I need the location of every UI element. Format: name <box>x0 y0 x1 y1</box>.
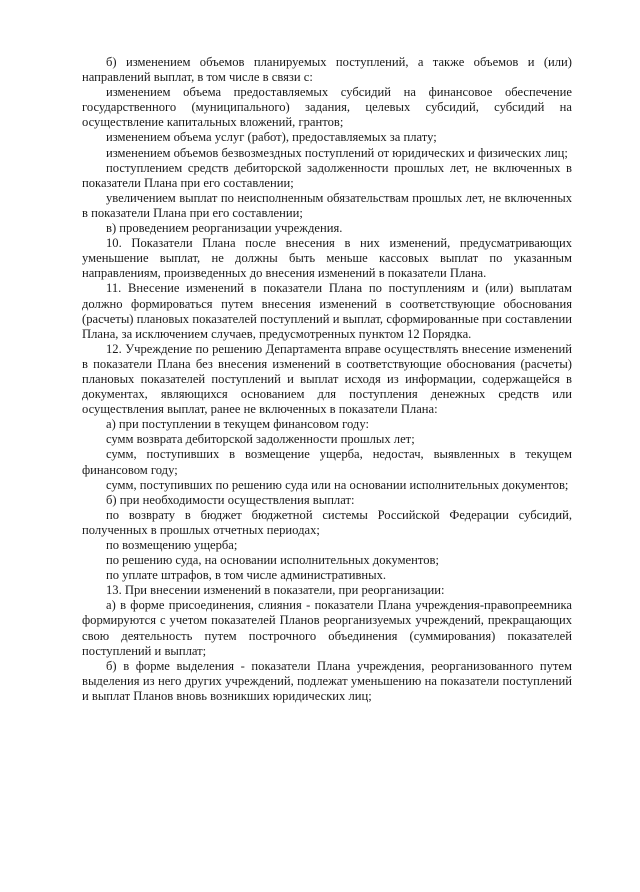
paragraph-13: 13. При внесении изменений в показатели, при реорганизации: <box>106 583 445 598</box>
paragraph-unfulfilled-obligations: увеличением выплат по неисполненным обязательствам прошлых лет, не включенных в показатели Плана при его составлении; <box>82 190 572 220</box>
paragraph-13b: б) в форме выделения - показатели Плана учреждения, реорганизованного путем выделения из него других учреждений, подлежат уменьшению на показатели поступлений и выплат Планов вновь возникших юридических лиц; <box>82 658 572 703</box>
paragraph-receivables: поступлением средств дебиторской задолженности прошлых лет, не включенных в показатели Плана при его составлении; <box>82 160 572 190</box>
paragraph-11: 11. Внесение изменений в показатели Плана по поступлениям и (или) выплатам должно формироваться путем внесения изменений в соответствующие обоснования (расчеты) плановых показателей поступлений и выплат, сформированные при составлении Плана, за исключением случаев, предусмотренных пунктом 12 Порядка. <box>82 281 572 341</box>
paragraph-paid-services: изменением объема услуг (работ), предоставляемых за плату; <box>106 130 437 145</box>
paragraph-12b: б) при необходимости осуществления выплат: <box>106 492 355 507</box>
paragraph-9b: б) изменением объемов планируемых поступлений, а также объемов и (или) направлений выплат, в том числе в связи с: <box>82 55 572 85</box>
paragraph-gratuitous-receipts: изменением объемов безвозмездных поступлений от юридических и физических лиц; <box>106 145 568 160</box>
paragraph-12a-court: сумм, поступивших по решению суда или на основании исполнительных документов; <box>106 477 569 492</box>
paragraph-13a: а) в форме присоединения, слияния - показатели Плана учреждения-правопреемника формируются с учетом показателей Планов реорганизуемых учреждений, прекращающих свою деятельность путем построчного объединения (суммирования) показателей поступлений и выплат; <box>82 598 572 658</box>
document-body <box>82 55 572 704</box>
paragraph-9c: в) проведением реорганизации учреждения. <box>106 221 343 236</box>
paragraph-12b-damage: по возмещению ущерба; <box>106 538 238 552</box>
paragraph-12a-receivables: сумм возврата дебиторской задолженности прошлых лет; <box>106 432 415 447</box>
paragraph-12b-court: по решению суда, на основании исполнительных документов; <box>106 553 439 568</box>
paragraph-10: 10. Показатели Плана после внесения в них изменений, предусматривающих уменьшение выплат, не должны быть меньше кассовых выплат по указанным направлениям, произведенных до внесения изменений в показатели Плана. <box>82 236 572 281</box>
paragraph-12a-damage: сумм, поступивших в возмещение ущерба, недостач, выявленных в текущем финансовом году; <box>82 447 572 477</box>
paragraph-12a: а) при поступлении в текущем финансовом году: <box>106 417 369 432</box>
paragraph-subsidies: изменением объема предоставляемых субсидий на финансовое обеспечение государственного (муниципального) задания, целевых субсидий, субсидий на осуществление капитальных вложений, грантов; <box>82 85 572 130</box>
paragraph-12b-return: по возврату в бюджет бюджетной системы Российской Федерации субсидий, полученных в прошлых отчетных периодах; <box>82 507 572 537</box>
paragraph-12: 12. Учреждение по решению Департамента вправе осуществлять внесение изменений в показатели Плана без внесения изменений в соответствующие обоснования (расчеты) плановых показателей поступлений и выплат исходя из информации, содержащейся в документах, являющихся основанием для поступления денежных средств или осуществления выплат, ранее не включенных в показатели Плана: <box>82 341 572 417</box>
paragraph-12b-fines: по уплате штрафов, в том числе административных. <box>106 568 387 583</box>
